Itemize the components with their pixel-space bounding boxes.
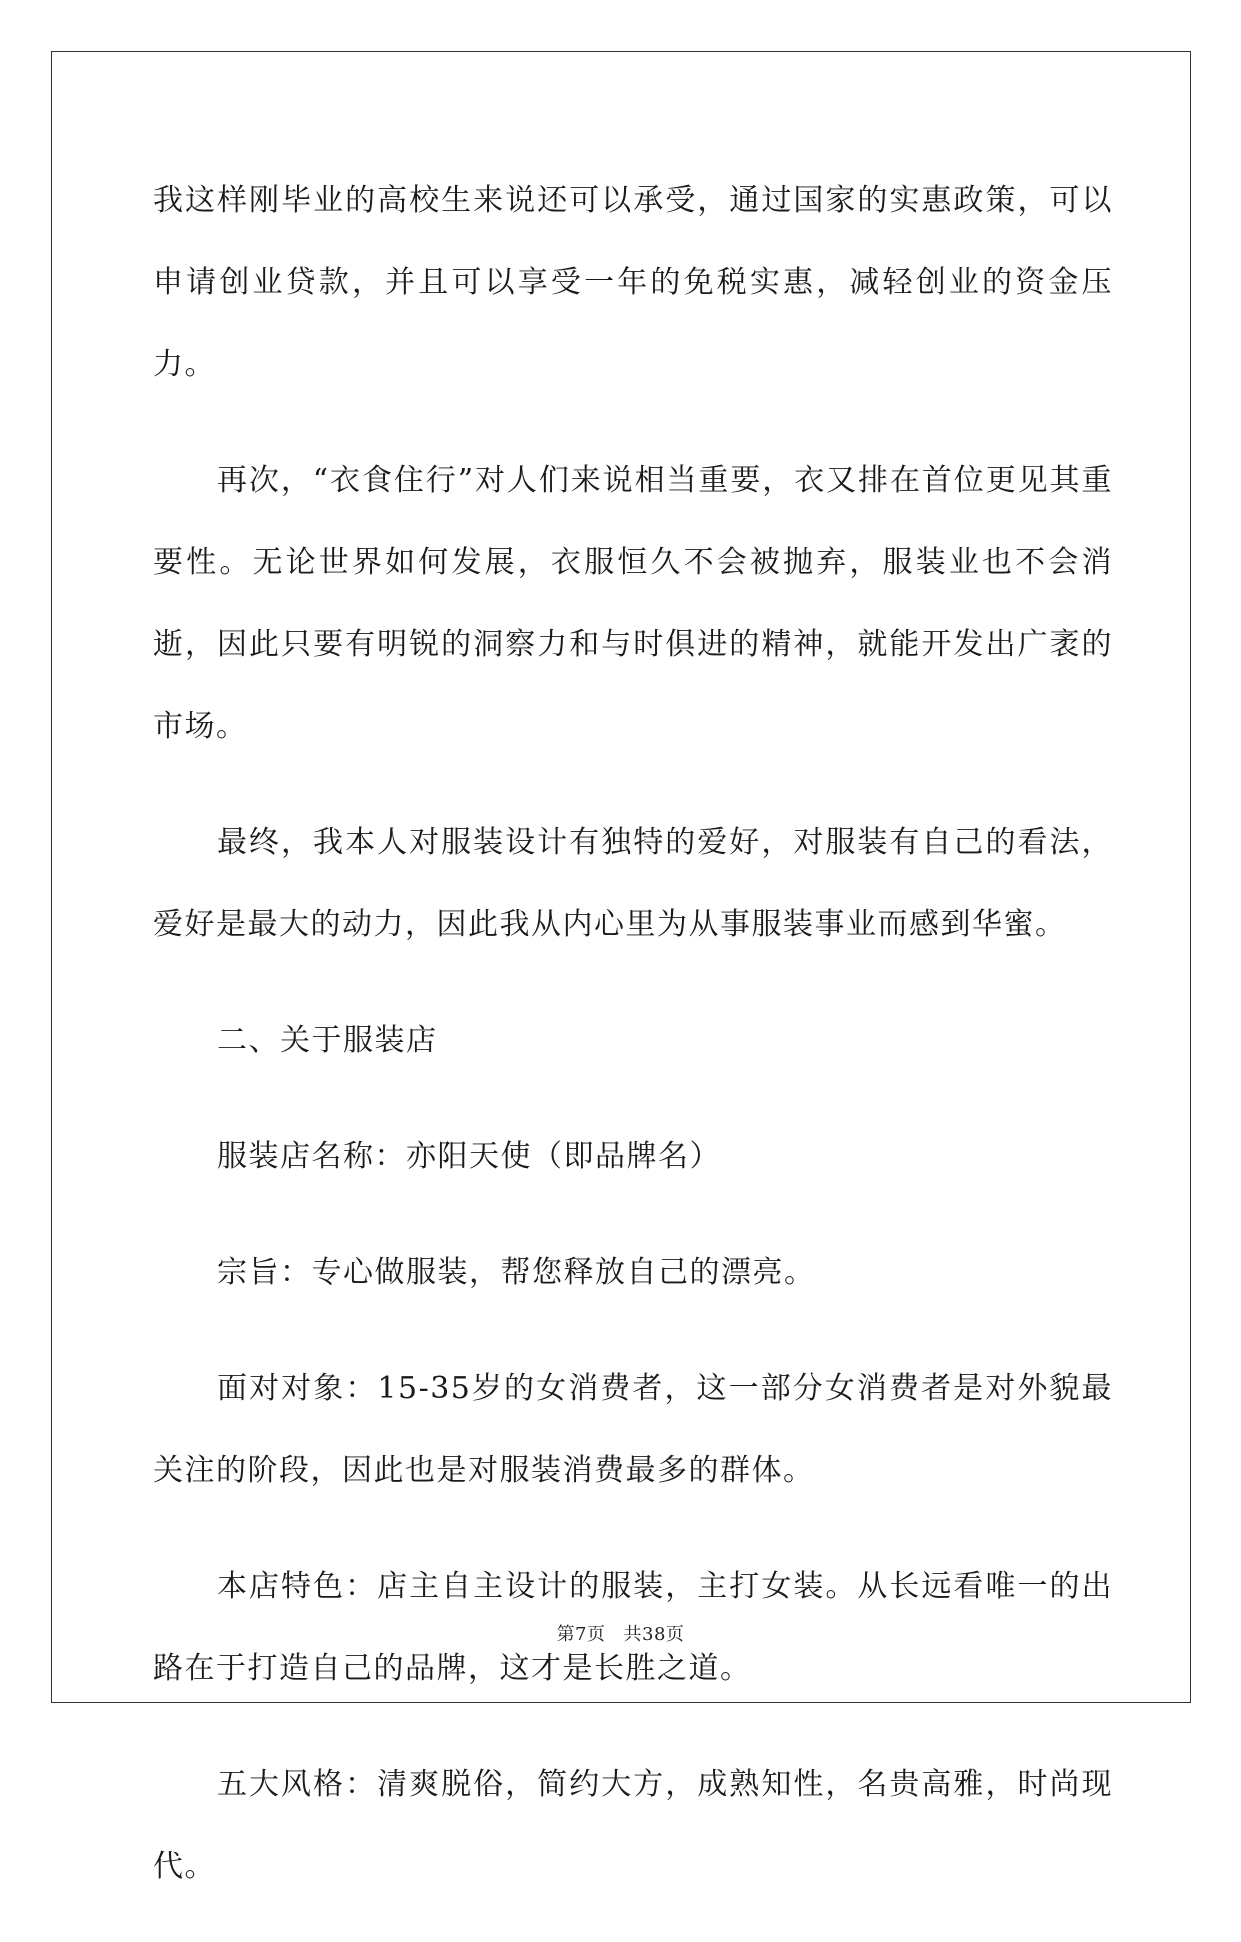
paragraph-styles: 五大风格：清爽脱俗，简约大方，成熟知性，名贵高雅，时尚现代。 [153, 1767, 1113, 1884]
paragraph-mission: 宗旨：专心做服装，帮您释放自己的漂亮。 [217, 1255, 816, 1290]
paragraph-1: 我这样刚毕业的高校生来说还可以承受，通过国家的实惠政策，可以申请创业贷款，并且可以享受一年的免税实惠，减轻创业的资金压力。 [153, 183, 1113, 382]
page-footer [0, 1620, 1241, 1646]
paragraph-features: 本店特色：店主自主设计的服装，主打女装。从长远看唯一的出路在于打造自己的品牌，这才是长胜之道。 [153, 1569, 1113, 1686]
page-number: 第7页 [556, 1624, 606, 1645]
document-body [153, 160, 1113, 1942]
paragraph-2: 再次，“衣食住行”对人们来说相当重要，衣又排在首位更见其重要性。无论世界如何发展，衣服恒久不会被抛弃，服装业也不会消逝，因此只要有明锐的洞察力和与时俱进的精神，就能开发出广袤的市场。 [153, 463, 1113, 744]
paragraph-target-audience: 面对对象：15-35岁的女消费者，这一部分女消费者是对外貌最关注的阶段，因此也是对服装消费最多的群体。 [153, 1371, 1113, 1488]
page-total: 共38页 [623, 1624, 685, 1645]
section-heading: 二、关于服装店 [217, 1023, 438, 1058]
paragraph-3: 最终，我本人对服装设计有独特的爱好，对服装有自己的看法，爱好是最大的动力，因此我从内心里为从事服装事业而感到华蜜。 [153, 825, 1113, 942]
paragraph-store-name: 服装店名称：亦阳天使（即品牌名） [217, 1139, 721, 1174]
